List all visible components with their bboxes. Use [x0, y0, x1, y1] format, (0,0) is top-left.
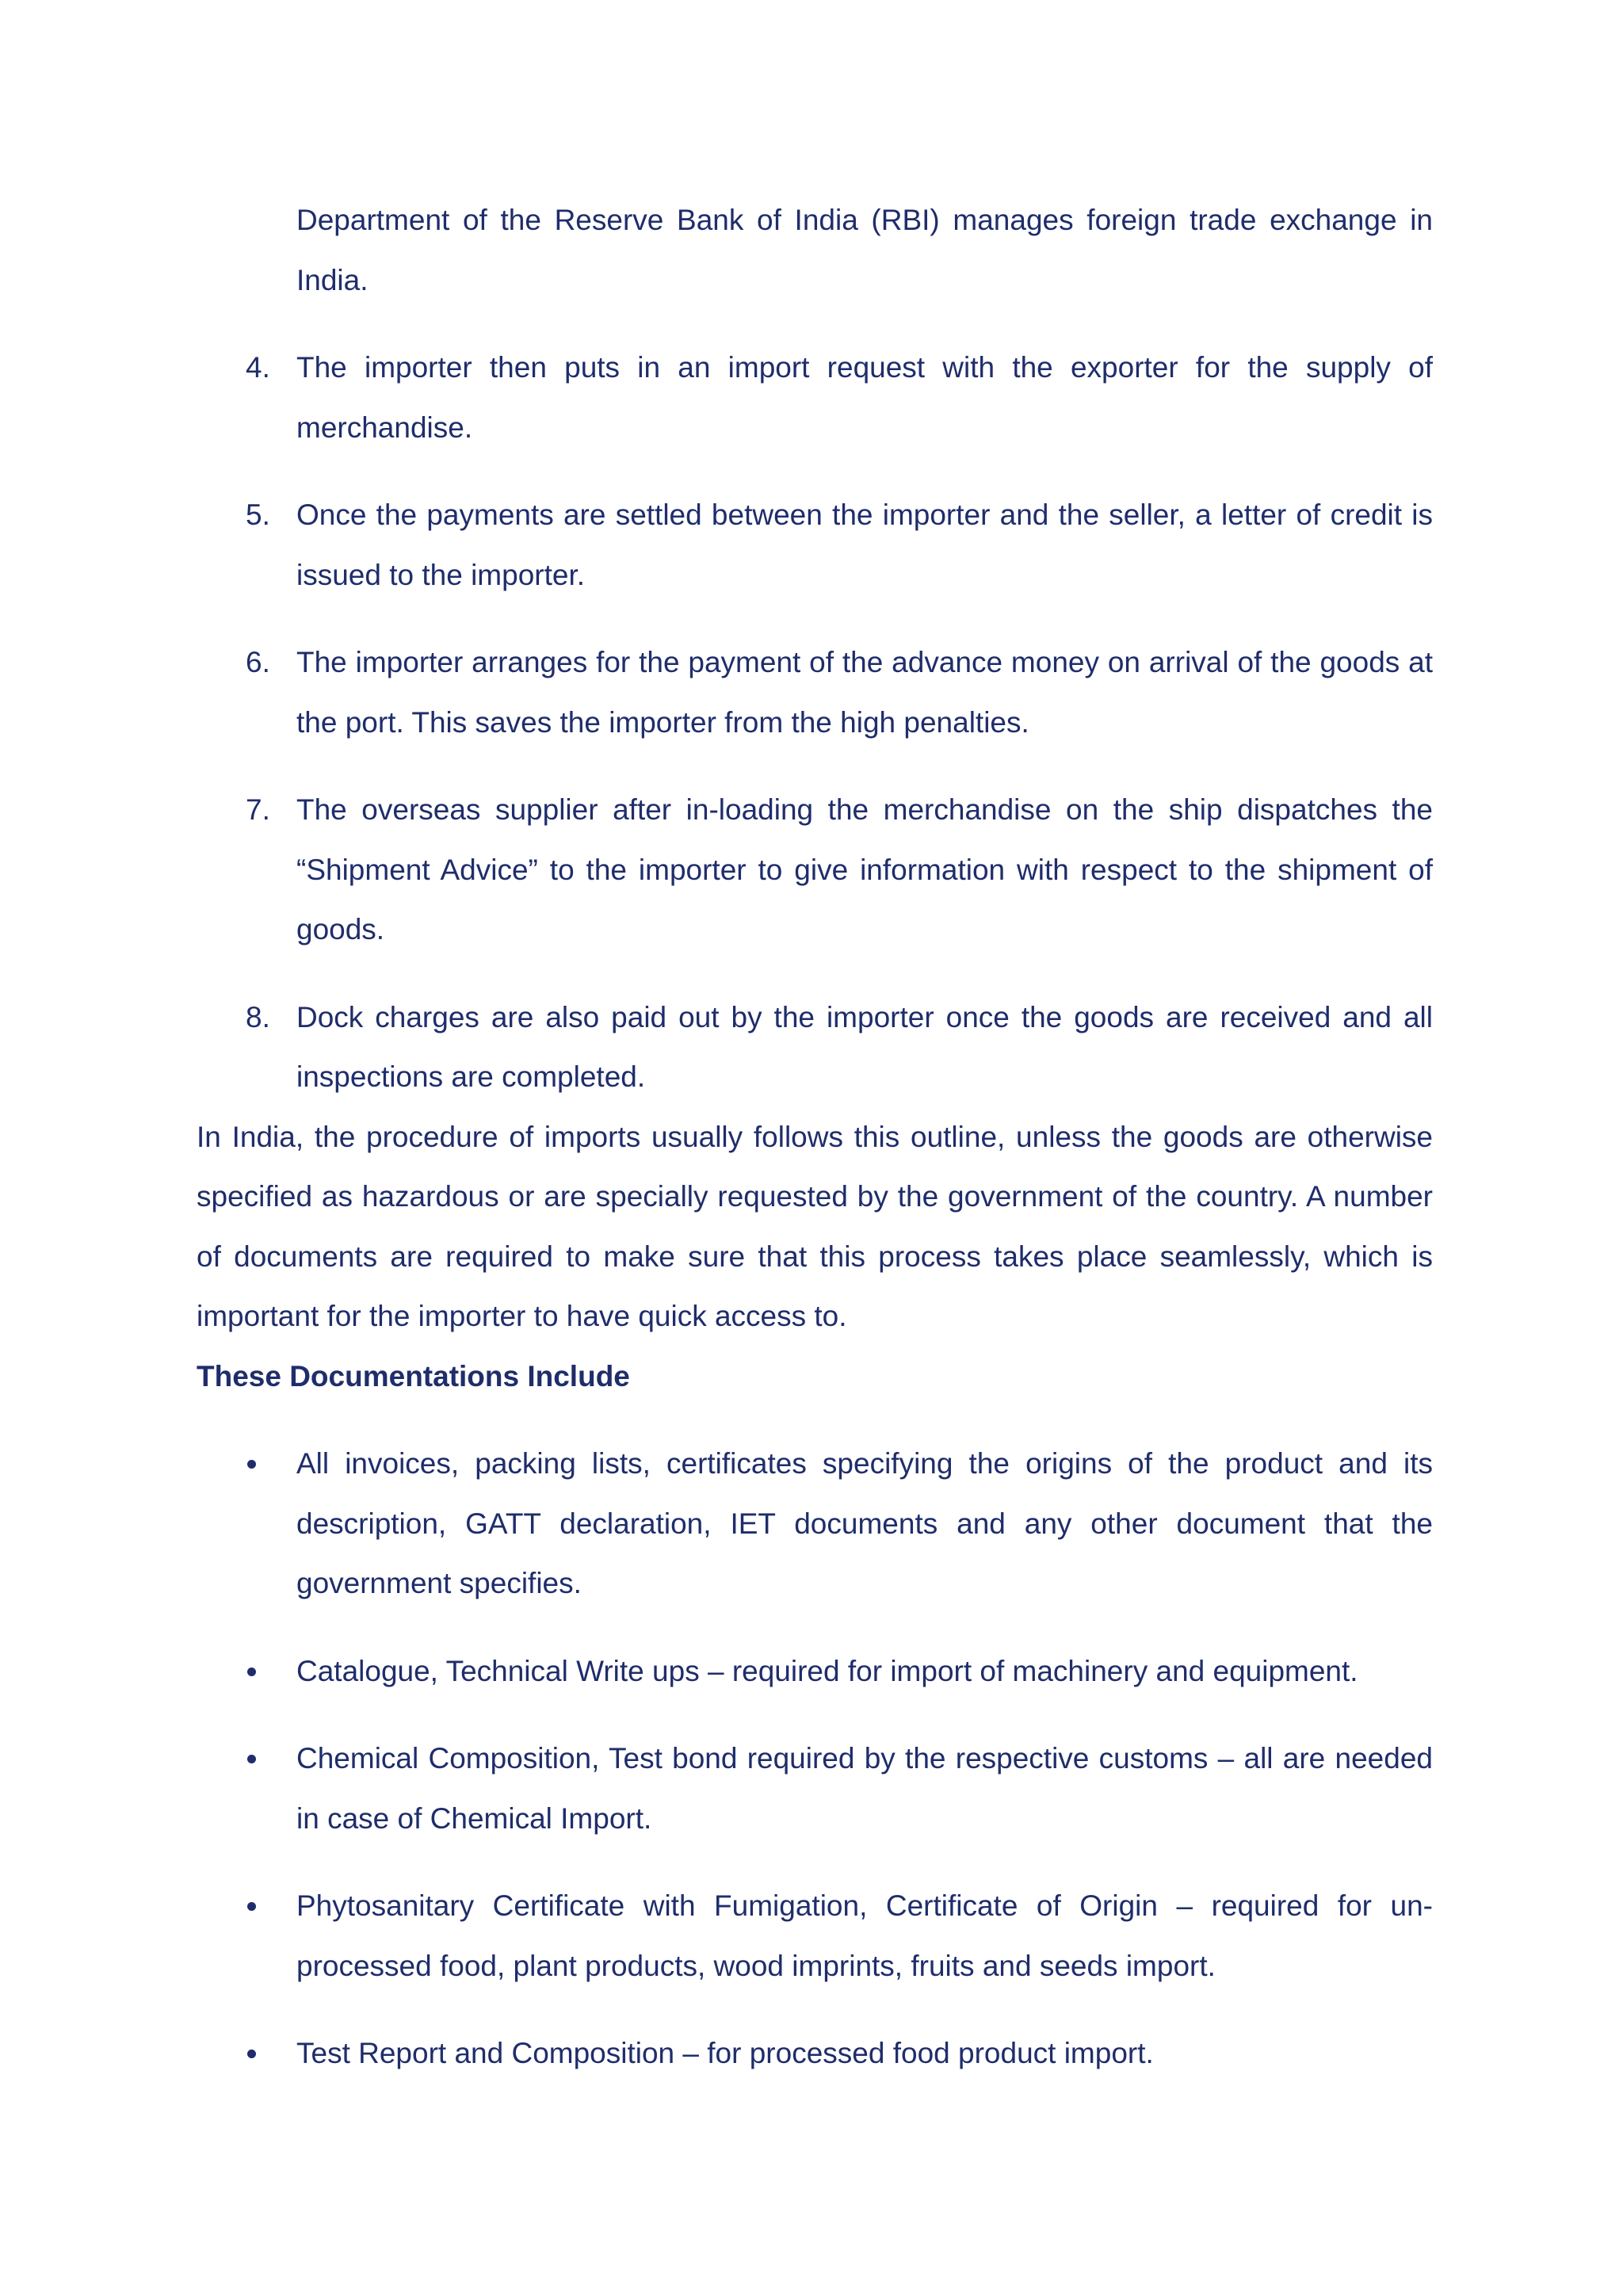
- body-paragraph: In India, the procedure of imports usually follows this outline, unless the goods are otherwise specified as hazardous or are specially requested by the government of the country. A number of documents are required to make sure that this process takes place seamlessly, which is important for the importer to have quick access to.: [197, 1120, 1433, 1332]
- list-item-step-8: [197, 988, 1433, 1107]
- bullet-item: [197, 2023, 1433, 2084]
- bullet-text: Chemical Composition, Test bond required by the respective customs – all are needed in case of Chemical Import.: [296, 1742, 1433, 1835]
- bullet-text: All invoices, packing lists, certificates specifying the origins of the product and its description, GATT declaration, IET documents and any other document that the government specifies.: [296, 1447, 1433, 1599]
- bullet-icon: [247, 1460, 256, 1469]
- list-item-text: The importer then puts in an import request with the exporter for the supply of merchandise.: [296, 351, 1433, 444]
- bullet-icon: [247, 1755, 256, 1763]
- list-item-text: Once the payments are settled between the importer and the seller, a letter of credit is issued to the importer.: [296, 499, 1433, 591]
- list-number: 7.: [246, 793, 270, 826]
- list-item-step-4: [197, 338, 1433, 457]
- list-continuation-text: Department of the Reserve Bank of India (RBI) manages foreign trade exchange in India.: [296, 204, 1433, 296]
- list-number: 4.: [246, 351, 270, 384]
- document-body: [197, 190, 1433, 2084]
- bullet-icon: [247, 2050, 256, 2058]
- list-item-step-5: [197, 485, 1433, 605]
- list-number: 8.: [246, 1000, 270, 1033]
- bullet-item: [197, 1876, 1433, 1996]
- bullet-icon: [247, 1668, 256, 1676]
- list-item-step-6: [197, 632, 1433, 752]
- list-number: 6.: [246, 646, 270, 678]
- bullet-text: Catalogue, Technical Write ups – required for import of machinery and equipment.: [296, 1654, 1358, 1687]
- list-number: 5.: [246, 499, 270, 531]
- bullet-item: [197, 1434, 1433, 1614]
- bullet-text: Phytosanitary Certificate with Fumigation, Certificate of Origin – required for un-processed food, plant products, wood imprints, fruits and seeds import.: [296, 1889, 1433, 1982]
- list-item-text: The overseas supplier after in-loading the merchandise on the ship dispatches the “Shipment Advice” to the importer to give information with respect to the shipment of goods.: [296, 793, 1433, 946]
- bullet-item: [197, 1729, 1433, 1848]
- bullet-text: Test Report and Composition – for processed food product import.: [296, 2037, 1154, 2069]
- bullet-icon: [247, 1902, 256, 1911]
- section-heading: These Documentations Include: [197, 1359, 630, 1392]
- bullet-item: [197, 1641, 1433, 1702]
- list-item-step-7: [197, 780, 1433, 960]
- list-item-text: Dock charges are also paid out by the importer once the goods are received and all inspections are completed.: [296, 1000, 1433, 1093]
- list-item-text: The importer arranges for the payment of the advance money on arrival of the goods at the port. This saves the importer from the high penalties.: [296, 646, 1433, 739]
